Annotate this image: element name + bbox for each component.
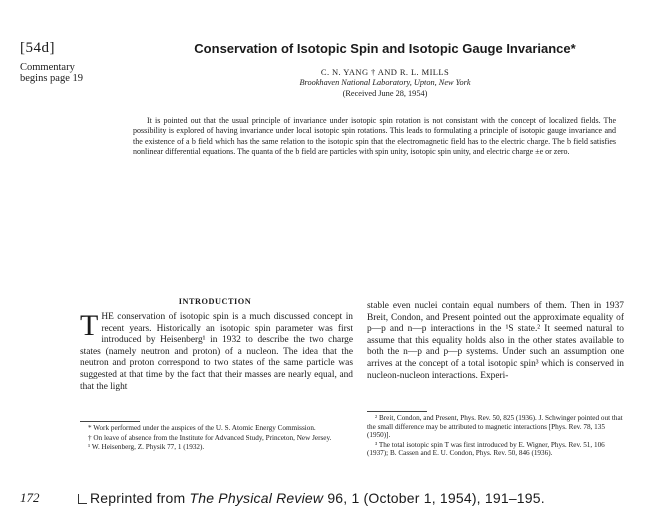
- commentary-note: Commentary begins page 19: [20, 62, 83, 84]
- intro-column-left: [80, 309, 353, 393]
- paper-authors: C. N. YANG † AND R. L. MILLS: [320, 67, 450, 77]
- footnote: * Work performed under the auspices of the U. S. Atomic Energy Commission.: [88, 424, 316, 432]
- reprint-suffix: 96, 1 (October 1, 1954), 191–195.: [323, 490, 545, 506]
- received-date: (Received June 28, 1954): [342, 89, 428, 98]
- page-number: 172: [20, 490, 40, 505]
- paper-title: Conservation of Isotopic Spin and Isotopic Gauge Invariance*: [194, 41, 576, 56]
- footnotes-right: [367, 414, 624, 459]
- footnote: ¹ W. Heisenberg, Z. Physik 77, 1 (1932).: [88, 443, 205, 452]
- footnotes-left: [80, 424, 353, 453]
- footnote: ² Breit, Condon, and Present, Phys. Rev. 50, 825 (1936). J. Schwinger pointed out that the small difference may be attributed to magnetic interactions [Phys. Rev. 78, 135 (1950)].: [367, 414, 623, 440]
- reprint-line: [78, 490, 545, 506]
- journal-name: The Physical Review: [189, 490, 324, 506]
- footnote: † On leave of absence from the Institute for Advanced Study, Princeton, New Jersey.: [88, 433, 332, 442]
- paper-affiliation: Brookhaven National Laboratory, Upton, New York: [299, 78, 471, 87]
- abstract-text: It is pointed out that the usual principle of invariance under isotopic spin rotation is not consistant with the concept of localized fields. The possibility is explored of having invariance under local isotopic spin rotations. This leads to formulating a principle of isotopic gauge invariance and the existence of a b field which has the same relation to the isotopic spin that the electromagnetic field has to the electric charge. The b field satisfies nonlinear differential equations. The quanta of the b field are particles with spin unity, isotopic spin unity, and electric charge ±e or zero.: [133, 116, 616, 156]
- reprint-prefix: Reprinted from: [90, 490, 190, 506]
- dropcap-letter: T: [80, 309, 99, 342]
- intro-column-left-text: HE conservation of isotopic spin is a much discussed concept in recent years. Historically an isotopic spin parameter was first introduced by Heisenberg¹ in 1932 to describe the two charge states (namely neutron and proton) of a nucleon. The idea that the neutron and proton correspond to two states of the same particle was suggested at that time by the fact that their masses are nearly equal, and that the light: [80, 312, 353, 392]
- footnote-rule-right: [367, 411, 427, 412]
- corner-mark-icon: [78, 494, 87, 504]
- margin-tag: [54d]: [20, 40, 55, 56]
- section-heading: INTRODUCTION: [178, 297, 252, 306]
- footnote-rule-left: [80, 421, 140, 422]
- footnote: ³ The total isotopic spin T was first introduced by E. Wigner, Phys. Rev. 51, 106 (1937); B. Cassen and E. U. Condon, Phys. Rev. 50, 846 (1936).: [367, 440, 605, 458]
- intro-column-right: stable even nuclei contain equal numbers of them. Then in 1937 Breit, Condon, and Present pointed out the approximate equality of p—p and n—p interactions in the ¹S state.² It seemed natural to assume that this equality holds also in the other states available to both the n—p and p—p systems. Under such an assumption one arrives at the concept of a total isotopic spin³ which is conserved in nucleon-nucleon interactions. Experi-: [367, 301, 624, 381]
